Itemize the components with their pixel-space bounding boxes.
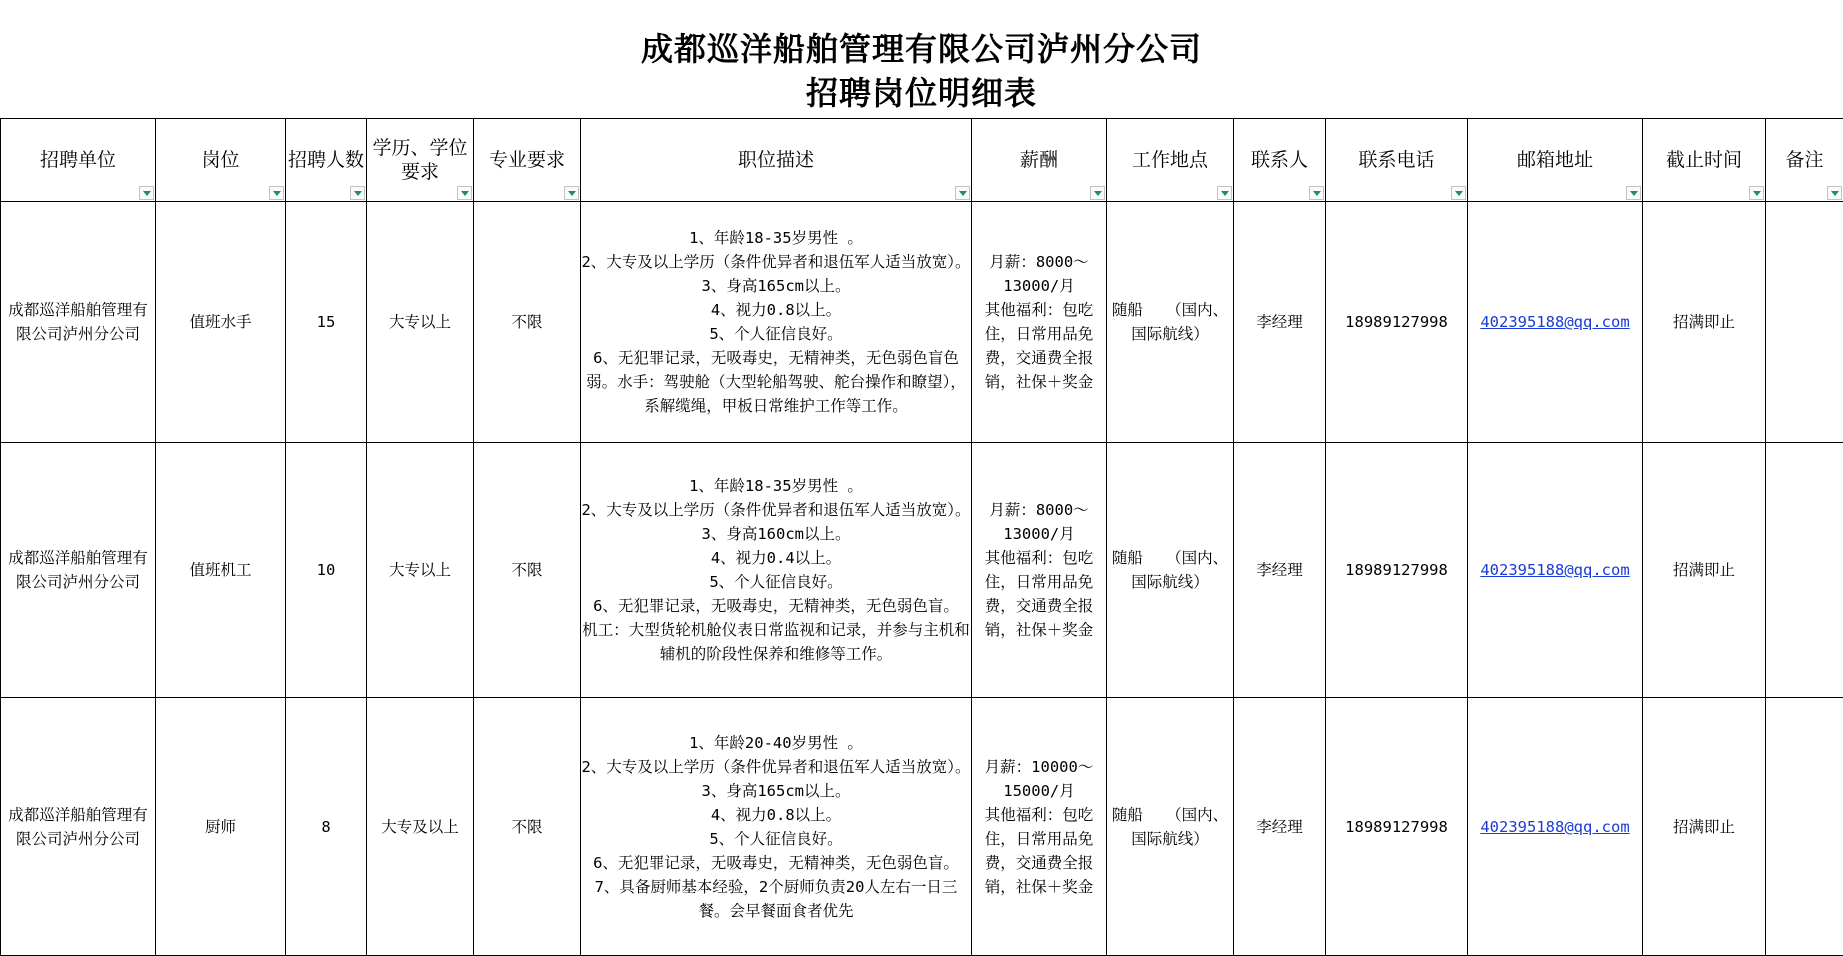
filter-dropdown-icon[interactable] [564,186,579,200]
header-row [1,119,1843,202]
cell-count[interactable]: 8 [286,698,367,956]
cell-deadline[interactable]: 招满即止 [1643,698,1766,956]
filter-dropdown-icon[interactable] [139,186,154,200]
header-deadline [1643,119,1766,202]
cell-position[interactable]: 值班水手 [156,202,286,443]
filter-dropdown-icon[interactable] [350,186,365,200]
header-unit-label: 招聘单位 [38,148,118,172]
cell-email[interactable] [1468,698,1643,956]
cell-description[interactable]: 1、年龄20-40岁男性 。 2、大专及以上学历（条件优异者和退伍军人适当放宽）。 3、身高165cm以上。 4、视力0.8以上。 5、个人征信良好。 6、无犯罪记录，无吸毒史，无精神类，无色弱色盲。 7、具备厨师基本经验，2个厨师负责20人左右一日三餐。会早餐面食者优先 [581,698,972,956]
salary-monthly: 月薪：8000～13000/月 [972,250,1106,298]
cell-phone[interactable]: 18989127998 [1326,202,1468,443]
cell-remarks[interactable] [1766,443,1843,698]
cell-contact[interactable]: 李经理 [1234,202,1326,443]
header-phone [1326,119,1468,202]
cell-email[interactable] [1468,202,1643,443]
header-remarks-label: 备注 [1783,148,1825,172]
cell-remarks[interactable] [1766,202,1843,443]
filter-dropdown-icon[interactable] [1827,186,1842,200]
header-description-label: 职位描述 [736,148,816,172]
cell-unit[interactable]: 成都巡洋船舶管理有限公司泸州分公司 [1,698,156,956]
header-education-label: 学历、学位要求 [367,136,473,184]
header-education [367,119,474,202]
cell-salary[interactable] [972,698,1107,956]
cell-email[interactable] [1468,443,1643,698]
header-contact [1234,119,1326,202]
cell-position[interactable]: 厨师 [156,698,286,956]
cell-major[interactable]: 不限 [474,202,581,443]
email-link[interactable]: 402395188@qq.com [1480,561,1629,579]
header-phone-label: 联系电话 [1356,148,1436,172]
cell-remarks[interactable] [1766,698,1843,956]
filter-dropdown-icon[interactable] [1309,186,1324,200]
cell-major[interactable]: 不限 [474,698,581,956]
cell-contact[interactable]: 李经理 [1234,443,1326,698]
header-location-label: 工作地点 [1130,148,1210,172]
filter-dropdown-icon[interactable] [457,186,472,200]
cell-deadline[interactable]: 招满即止 [1643,443,1766,698]
cell-description[interactable]: 1、年龄18-35岁男性 。 2、大专及以上学历（条件优异者和退伍军人适当放宽）。 3、身高160cm以上。 4、视力0.4以上。 5、个人征信良好。 6、无犯罪记录，无吸毒史，无精神类，无色弱色盲。 机工：大型货轮机舱仪表日常监视和记录，并参与主机和辅机的阶段性保养和维修等工作。 [581,443,972,698]
salary-other: 其他福利：包吃住，日常用品免费，交通费全报销，社保＋奖金 [972,803,1106,899]
table-row [1,443,1843,698]
cell-location[interactable]: 随船 （国内、国际航线） [1107,698,1234,956]
salary-monthly: 月薪：8000～13000/月 [972,498,1106,546]
filter-dropdown-icon[interactable] [955,186,970,200]
filter-dropdown-icon[interactable] [269,186,284,200]
salary-other: 其他福利：包吃住，日常用品免费，交通费全报销，社保＋奖金 [972,546,1106,642]
cell-deadline[interactable]: 招满即止 [1643,202,1766,443]
cell-count[interactable]: 15 [286,202,367,443]
email-link[interactable]: 402395188@qq.com [1480,818,1629,836]
recruitment-table [0,118,1843,956]
header-description [581,119,972,202]
header-deadline-label: 截止时间 [1664,148,1744,172]
cell-unit[interactable]: 成都巡洋船舶管理有限公司泸州分公司 [1,443,156,698]
header-count-label: 招聘人数 [286,148,366,172]
header-remarks [1766,119,1843,202]
header-position-label: 岗位 [199,148,241,172]
header-salary [972,119,1107,202]
cell-position[interactable]: 值班机工 [156,443,286,698]
header-email-label: 邮箱地址 [1515,148,1595,172]
cell-location[interactable]: 随船 （国内、国际航线） [1107,202,1234,443]
cell-location[interactable]: 随船 （国内、国际航线） [1107,443,1234,698]
header-position [156,119,286,202]
cell-major[interactable]: 不限 [474,443,581,698]
header-salary-label: 薪酬 [1018,148,1060,172]
salary-other: 其他福利：包吃住，日常用品免费，交通费全报销，社保＋奖金 [972,298,1106,394]
cell-unit[interactable]: 成都巡洋船舶管理有限公司泸州分公司 [1,202,156,443]
page-subtitle: 招聘岗位明细表 [0,71,1843,115]
cell-count[interactable]: 10 [286,443,367,698]
header-email [1468,119,1643,202]
cell-phone[interactable]: 18989127998 [1326,698,1468,956]
header-contact-label: 联系人 [1249,148,1310,172]
cell-education[interactable]: 大专以上 [367,202,474,443]
cell-education[interactable]: 大专以上 [367,443,474,698]
table-row [1,698,1843,956]
header-major-label: 专业要求 [487,148,567,172]
filter-dropdown-icon[interactable] [1626,186,1641,200]
filter-dropdown-icon[interactable] [1749,186,1764,200]
cell-description[interactable]: 1、年龄18-35岁男性 。 2、大专及以上学历（条件优异者和退伍军人适当放宽）。 3、身高165cm以上。 4、视力0.8以上。 5、个人征信良好。 6、无犯罪记录，无吸毒史，无精神类，无色弱色盲色弱。水手：驾驶舱（大型轮船驾驶、舵台操作和瞭望），系解缆绳，甲板日常维护工作等工作。 [581,202,972,443]
cell-salary[interactable] [972,443,1107,698]
header-count [286,119,367,202]
cell-salary[interactable] [972,202,1107,443]
header-location [1107,119,1234,202]
filter-dropdown-icon[interactable] [1090,186,1105,200]
filter-dropdown-icon[interactable] [1451,186,1466,200]
salary-monthly: 月薪：10000～15000/月 [972,755,1106,803]
cell-phone[interactable]: 18989127998 [1326,443,1468,698]
header-unit [1,119,156,202]
email-link[interactable]: 402395188@qq.com [1480,313,1629,331]
cell-education[interactable]: 大专及以上 [367,698,474,956]
page-title: 成都巡洋船舶管理有限公司泸州分公司 [0,0,1843,71]
cell-contact[interactable]: 李经理 [1234,698,1326,956]
title-block [0,0,1843,118]
filter-dropdown-icon[interactable] [1217,186,1232,200]
header-major [474,119,581,202]
table-row [1,202,1843,443]
